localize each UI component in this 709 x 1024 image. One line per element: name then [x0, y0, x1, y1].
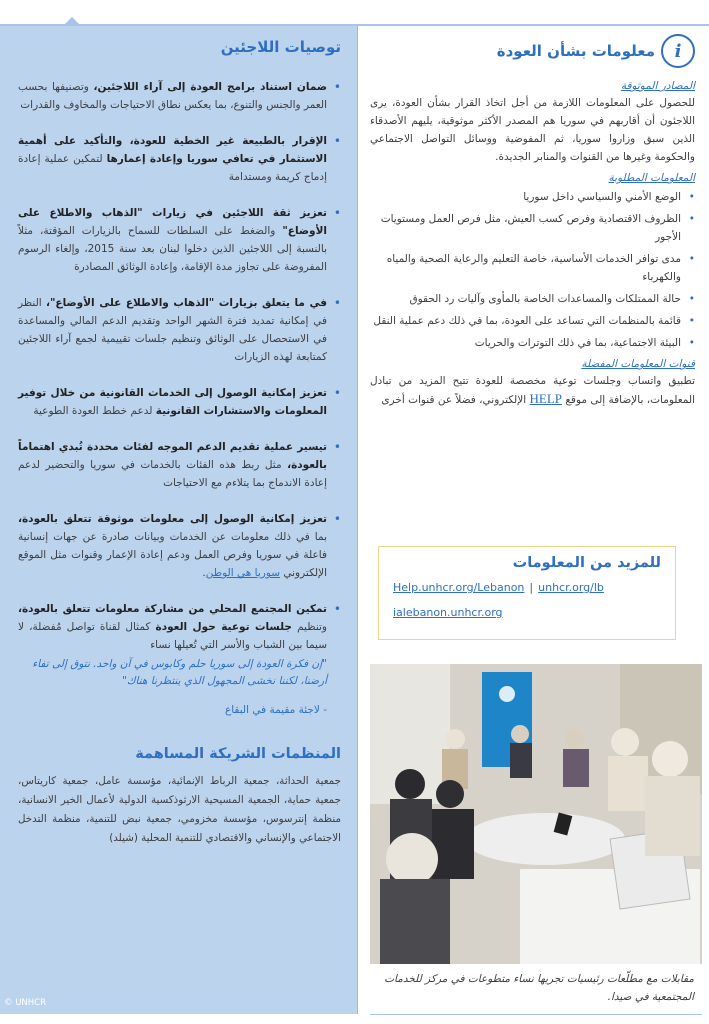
syria-is-home-link[interactable]: سوريا هي الوطن	[205, 567, 281, 579]
recommendation-text: وتصنيفها بحسب العمر والجنس والتنوع، بما يعكس نطاق الاحتياجات والمخاوف والقدرات	[18, 81, 327, 111]
required-info-item: • قائمة بالمنظمات التي تساعد على العودة، بما في ذلك دعم عملية النقل	[370, 312, 695, 330]
recommendation-item	[18, 384, 341, 420]
required-info-item: • مدى توافر الخدمات الأساسية، خاصة التعليم والرعاية الصحية والمياه والكهرباء	[370, 250, 695, 286]
recommendation-text: كمثال لقناة تواصل مُفضلة، لا سيما بين الشباب والأسر التي تُعيلها نساء	[18, 621, 327, 651]
more-info-links	[393, 581, 661, 619]
recommendation-item	[18, 78, 341, 114]
required-info-list	[370, 188, 695, 352]
recommendation-bold: تعزيز إمكانية الوصول إلى معلومات موثوقة تتعلق بالعودة،	[18, 513, 327, 525]
preferred-channels-label: قنوات المعلومات المفضلة	[581, 358, 695, 370]
recommendation-bold: الإقرار بالطبيعة غير الخطية للعودة، والتأكيد على أهمية الاستثمار في تعافي سوريا وإعادة إعمارها	[18, 135, 327, 165]
interview-photo	[370, 664, 702, 964]
recommendation-bold: تمكين المجتمع المحلي من مشاركة معلومات تتعلق بالعودة،	[18, 603, 327, 615]
channels-text: تطبيق واتساب وجلسات توعية مخصصة للعودة تتيح المزيد من تبادل المعلومات، بالإضافة إلى موقع	[370, 375, 695, 406]
return-info-panel	[370, 26, 695, 409]
recommendation-item	[18, 510, 341, 582]
required-info-item: • البيئة الاجتماعية، بما في ذلك التوترات والحريات	[370, 334, 695, 352]
recommendation-text: النظر في إمكانية تمديد فترة الشهر الواحد وتقديم الدعم المالي والمساعدة في الاستحصال على الوثائق وتنظيم جلسات تقييمية لجمع آراء اللاجئين كمتابعة لهذه الزيارات	[18, 297, 327, 363]
required-info-label: المعلومات المطلوبة	[608, 172, 695, 184]
recommendation-item	[18, 204, 341, 276]
info-header	[370, 34, 695, 68]
recommendation-bold: ضمان استناد برامج العودة إلى آراء اللاجئين،	[93, 81, 328, 93]
photo-illustration	[370, 664, 702, 964]
required-info-item: • حالة الممتلكات والمساعدات الخاصة بالمأوى وآليات رد الحقوق	[370, 290, 695, 308]
quote-source: - لاجئة مقيمة في البقاع	[224, 704, 327, 716]
copyright: © UNHCR	[4, 998, 47, 1008]
top-divider-notch	[64, 17, 80, 25]
recommendation-text: لدعم خطط العودة الطوعية	[33, 405, 156, 417]
recommendation-text: وتنظيم	[291, 621, 327, 633]
recommendation-item	[18, 294, 341, 366]
more-info-title: للمزيد من المعلومات	[512, 555, 661, 571]
recommendation-text: .	[202, 567, 206, 579]
trusted-sources-label: المصادر الموثوقة	[620, 80, 695, 92]
recommendation-text: بما في ذلك معلومات عن الخدمات وبيانات صادرة عن جهات إنسانية فاعلة في سوريا وفرص العمل ودعم إعادة الإعمار وقنوات مثل الموقع الإلكتروني	[18, 531, 327, 579]
email-link[interactable]: ialebanon.unhcr.org	[393, 606, 503, 619]
unhcr-lb-link[interactable]: unhcr.org/lb	[538, 581, 604, 594]
info-icon: i	[661, 34, 695, 68]
trusted-sources-text: للحصول على المعلومات اللازمة من أجل اتخاذ القرار بشأن العودة، يرى اللاجئون أن أقاربهم في سوريا هم المصدر الأكثر موثوقية، يليهم الأصدقاء الذين سبق وزاروا سوريا، ثم المفوضية ووسائل التواصل الاجتماعي والحكومة وغيرها من القنوات والمنابر الجديدة.	[370, 97, 695, 163]
refugee-quote: "إن فكرة العودة إلى سوريا حلم وكابوس في آن واحد. نتوق إلى تفاء أرضنا، لكننا نخشى المجهول الذي ينتظرنا هناك"	[32, 658, 327, 687]
recommendation-text: والضغط على السلطات للسماح بالزيارات المؤقتة، مثلاً بالنسبة إلى اللاجئين الذين دخلوا لبنان بعد سنة 2015، وإلغاء الرسوم المفروضة على تجاوز مدة الإقامة، وإعادة الوثائق المصادرة	[18, 225, 327, 273]
info-title: معلومات بشأن العودة	[496, 42, 655, 60]
recommendation-bold: تيسير عملية تقديم الدعم الموجه لفئات محددة تُبدي اهتماماً بالعودة،	[18, 441, 327, 471]
recommendation-bold: في ما يتعلق بزيارات "الذهاب والاطلاع على الأوضاع"،	[45, 297, 327, 309]
recommendation-bold: جلسات توعية حول العودة	[155, 621, 292, 633]
partners-list: جمعية الحداثة، جمعية الرباط الإنمائية، مؤسسة عامل، جمعية كاريتاس، جمعية حماية، الجمعية المسيحية الارثوذكسية الدولية لأعمال الخير الانسانية، منظمة إنترسوس، مؤسسة مخزومي، جمعية نبض للتنمية، منظمة التدخل الاجتماعي والإنساني والاقتصادي للتنمية المحلية (شيلد)	[18, 775, 341, 844]
preferred-channels-text	[370, 372, 695, 409]
recommendation-item	[18, 438, 341, 492]
recommendations-list	[18, 78, 341, 654]
recommendation-text: مثل ربط هذه الفئات بالخدمات في سوريا والتحضير لدعم إعادة الاندماج بما يتلاءم مع الاحتياجات	[18, 459, 327, 489]
recommendation-bold: تعزيز ثقة اللاجئين في زيارات "الذهاب والاطلاع على الأوضاع"	[18, 207, 327, 237]
help-link[interactable]: HELP	[529, 391, 562, 406]
help-unhcr-lebanon-link[interactable]: Help.unhcr.org/Lebanon	[393, 581, 525, 594]
recommendation-text: لتمكين عملية إعادة إدماج كريمة ومستدامة	[18, 153, 327, 183]
more-info-box	[378, 546, 676, 640]
recommendations-panel	[0, 26, 358, 1014]
link-separator: |	[529, 581, 534, 594]
recommendation-item	[18, 600, 341, 654]
recommendation-item	[18, 132, 341, 186]
recommendation-bold: تعزيز إمكانية الوصول إلى الخدمات القانونية من خلال توفير المعلومات والاستشارات القانونية	[18, 387, 327, 417]
caption-divider	[370, 1014, 702, 1015]
required-info-item: • الظروف الاقتصادية وفرص كسب العيش، مثل فرص العمل ومستويات الأجور	[370, 210, 695, 246]
partners-title: المنظمات الشريكة المساهمة	[135, 746, 341, 762]
channels-text: الإلكتروني، فضلاً عن قنوات أخرى	[381, 394, 530, 406]
photo-caption: مقابلات مع مطلّعات رئيسيات تجريها نساء متطوعات في مركز للخدمات المجتمعية في صيدا.	[370, 966, 702, 1014]
recommendations-title: توصيات اللاجئين	[220, 38, 341, 56]
required-info-item: • الوضع الأمني والسياسي داخل سوريا	[370, 188, 695, 206]
